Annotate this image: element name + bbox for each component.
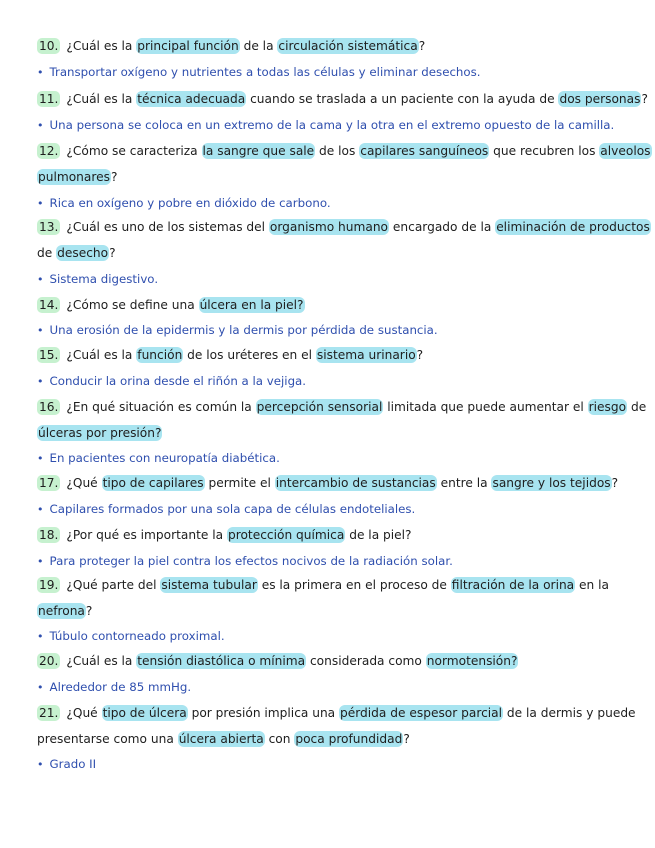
question-text-segment: con bbox=[264, 732, 295, 746]
highlighted-term: dos personas bbox=[559, 92, 641, 106]
bullet-icon: • bbox=[37, 119, 44, 132]
question-number: 13. bbox=[39, 220, 59, 234]
question-text-segment: ¿Qué parte del bbox=[66, 578, 161, 592]
answer-text: Alrededor de 85 mmHg. bbox=[49, 680, 192, 694]
question-line-continued bbox=[37, 603, 625, 619]
highlighted-term: úlcera en la piel? bbox=[199, 298, 304, 312]
highlighted-term: eliminación de productos bbox=[496, 220, 650, 234]
question-text-segment: considerada como bbox=[306, 654, 426, 668]
highlighted-term: nefrona bbox=[38, 604, 85, 618]
answer-line bbox=[37, 195, 625, 212]
answer-text: Una erosión de la epidermis y la dermis por pérdida de sustancia. bbox=[49, 323, 438, 337]
answer-text: Una persona se coloca en un extremo de la cama y la otra en el extremo opuesto de la camilla. bbox=[49, 118, 615, 132]
highlighted-term: percepción sensorial bbox=[256, 400, 383, 414]
question-text-segment: que recubren los bbox=[489, 144, 600, 158]
question-text-segment: ? bbox=[611, 476, 619, 490]
question-text-segment: es la primera en el proceso de bbox=[257, 578, 451, 592]
question-number: 15. bbox=[39, 348, 59, 362]
question-text-segment: ¿Cuál es la bbox=[66, 348, 137, 362]
question-text-segment: ? bbox=[403, 732, 410, 746]
answer-text: Capilares formados por una sola capa de células endoteliales. bbox=[49, 502, 416, 516]
question-line bbox=[37, 399, 647, 415]
question-text-segment: entre la bbox=[436, 476, 492, 490]
answer-line bbox=[37, 322, 625, 339]
bullet-icon: • bbox=[37, 197, 44, 210]
bullet-icon: • bbox=[37, 375, 44, 388]
answer-line bbox=[37, 450, 625, 467]
question-number: 18. bbox=[39, 528, 59, 542]
highlighted-term: sistema urinario bbox=[316, 348, 416, 362]
question-text-segment: ¿Qué bbox=[66, 476, 102, 490]
highlighted-term: úlceras por presión? bbox=[38, 426, 162, 440]
question-text-segment: de la bbox=[239, 39, 278, 53]
answer-text: Rica en oxígeno y pobre en dióxido de carbono. bbox=[49, 196, 331, 210]
question-text-segment: limitada que puede aumentar el bbox=[383, 400, 588, 414]
highlighted-term: intercambio de sustancias bbox=[275, 476, 436, 490]
question-text-segment: ¿Cómo se caracteriza bbox=[66, 144, 202, 158]
question-line bbox=[37, 475, 625, 491]
question-number: 20. bbox=[39, 654, 59, 668]
question-line-continued bbox=[37, 731, 625, 747]
question-text-segment: de la dermis y puede bbox=[503, 706, 636, 720]
question-number: 14. bbox=[39, 298, 59, 312]
answer-text: Túbulo contorneado proximal. bbox=[49, 629, 225, 643]
bullet-icon: • bbox=[37, 758, 44, 771]
question-line bbox=[37, 347, 625, 363]
question-text-segment: en la bbox=[575, 578, 609, 592]
highlighted-term: úlcera abierta bbox=[178, 732, 264, 746]
question-text-segment: ¿Cuál es la bbox=[66, 39, 137, 53]
highlighted-term: protección química bbox=[227, 528, 345, 542]
question-number: 11. bbox=[39, 92, 59, 106]
question-line bbox=[37, 577, 625, 593]
highlighted-term: la sangre que sale bbox=[202, 144, 315, 158]
question-text-segment: ¿Cómo se define una bbox=[66, 298, 199, 312]
question-line bbox=[37, 527, 625, 543]
highlighted-term: riesgo bbox=[588, 400, 627, 414]
question-number: 12. bbox=[39, 144, 59, 158]
question-text-segment: ¿Cuál es la bbox=[66, 654, 137, 668]
question-text-segment: ? bbox=[110, 170, 118, 184]
answer-text: Conducir la orina desde el riñón a la vejiga. bbox=[49, 374, 307, 388]
question-text-segment: ? bbox=[416, 348, 424, 362]
answer-line bbox=[37, 756, 625, 773]
highlighted-term: circulación sistemática bbox=[278, 39, 418, 53]
answer-line bbox=[37, 553, 625, 570]
highlighted-term: función bbox=[137, 348, 183, 362]
answer-line bbox=[37, 117, 625, 134]
answer-line bbox=[37, 271, 625, 288]
answer-line bbox=[37, 373, 625, 390]
highlighted-term: sangre y los tejidos bbox=[492, 476, 611, 490]
question-text-segment: presentarse como una bbox=[37, 732, 178, 746]
question-text-segment: de los bbox=[315, 144, 360, 158]
question-line bbox=[37, 297, 625, 313]
highlighted-term: organismo humano bbox=[269, 220, 389, 234]
question-text-segment: permite el bbox=[204, 476, 275, 490]
question-text-segment: de bbox=[37, 246, 57, 260]
highlighted-term: normotensión? bbox=[426, 654, 518, 668]
highlighted-term: pulmonares bbox=[38, 170, 110, 184]
answer-line bbox=[37, 679, 625, 696]
question-text-segment: encargado de la bbox=[389, 220, 496, 234]
answer-text: Transportar oxígeno y nutrientes a todas las células y eliminar desechos. bbox=[49, 65, 481, 79]
bullet-icon: • bbox=[37, 503, 44, 516]
highlighted-term: alveolos bbox=[600, 144, 651, 158]
question-text-segment: ? bbox=[85, 604, 93, 618]
question-number: 17. bbox=[39, 476, 59, 490]
bullet-icon: • bbox=[37, 66, 44, 79]
answer-line bbox=[37, 628, 625, 645]
highlighted-term: sistema tubular bbox=[161, 578, 257, 592]
highlighted-term: tipo de úlcera bbox=[102, 706, 187, 720]
question-text-segment: ? bbox=[641, 92, 648, 106]
question-line bbox=[37, 38, 625, 54]
bullet-icon: • bbox=[37, 681, 44, 694]
question-line-continued bbox=[37, 169, 625, 185]
question-text-segment: de la piel? bbox=[345, 528, 412, 542]
question-line bbox=[37, 653, 625, 669]
highlighted-term: filtración de la orina bbox=[451, 578, 575, 592]
answer-text: Grado II bbox=[49, 757, 97, 771]
question-text-segment: de los uréteres en el bbox=[183, 348, 316, 362]
question-text-segment: ¿Qué bbox=[66, 706, 102, 720]
question-text-segment: por presión implica una bbox=[187, 706, 340, 720]
question-line bbox=[37, 219, 650, 235]
question-number: 10. bbox=[39, 39, 59, 53]
answer-text: En pacientes con neuropatía diabética. bbox=[49, 451, 280, 465]
highlighted-term: desecho bbox=[57, 246, 109, 260]
question-text-segment: ¿Por qué es importante la bbox=[66, 528, 227, 542]
highlighted-term: capilares sanguíneos bbox=[360, 144, 489, 158]
question-text-segment: ¿Cuál es la bbox=[66, 92, 137, 106]
question-text-segment: ? bbox=[109, 246, 116, 260]
question-line bbox=[37, 91, 648, 107]
question-text-segment: cuando se traslada a un paciente con la ayuda de bbox=[246, 92, 559, 106]
bullet-icon: • bbox=[37, 630, 44, 643]
question-number: 19. bbox=[39, 578, 59, 592]
answer-line bbox=[37, 501, 625, 518]
highlighted-term: poca profundidad bbox=[295, 732, 403, 746]
answer-text: Sistema digestivo. bbox=[49, 272, 159, 286]
highlighted-term: pérdida de espesor parcial bbox=[340, 706, 503, 720]
bullet-icon: • bbox=[37, 452, 44, 465]
answer-text: Para proteger la piel contra los efectos nocivos de la radiación solar. bbox=[49, 554, 453, 568]
highlighted-term: tensión diastólica o mínima bbox=[137, 654, 306, 668]
question-text-segment: ? bbox=[418, 39, 426, 53]
question-number: 16. bbox=[39, 400, 59, 414]
highlighted-term: técnica adecuada bbox=[137, 92, 246, 106]
bullet-icon: • bbox=[37, 555, 44, 568]
highlighted-term: principal función bbox=[137, 39, 239, 53]
question-line-continued bbox=[37, 245, 625, 261]
question-line-continued bbox=[37, 425, 625, 441]
question-number: 21. bbox=[39, 706, 59, 720]
bullet-icon: • bbox=[37, 273, 44, 286]
answer-line bbox=[37, 64, 625, 81]
question-text-segment: ¿Cuál es uno de los sistemas del bbox=[66, 220, 269, 234]
question-line bbox=[37, 143, 651, 159]
question-text-segment: de bbox=[627, 400, 647, 414]
question-line bbox=[37, 705, 636, 721]
bullet-icon: • bbox=[37, 324, 44, 337]
highlighted-term: tipo de capilares bbox=[102, 476, 204, 490]
question-text-segment: ¿En qué situación es común la bbox=[66, 400, 256, 414]
